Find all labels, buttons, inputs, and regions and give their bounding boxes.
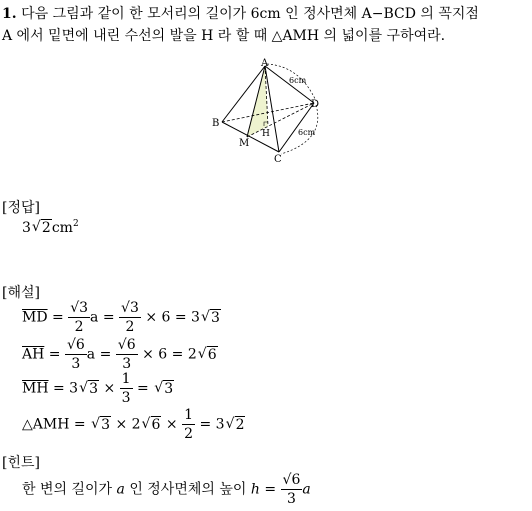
edge-label-bottom: 6cm (298, 128, 316, 137)
label-b: B (212, 118, 220, 129)
edge-bd-hidden (222, 103, 314, 122)
problem-number: 1. (2, 6, 17, 22)
solution-line-1: $\overline{MD}$ = $\frac{√3}{2}$ a = $\frac{√3}{2}$ × 6 = 3 √ 3 (22, 301, 221, 334)
hint-heading: [힌트] (2, 455, 40, 471)
answer-coef: 3 (22, 220, 31, 236)
label-d: D (311, 99, 320, 110)
label-a: A (261, 58, 269, 69)
answer-sqrt: √ 2 (32, 220, 52, 236)
answer-value (22, 219, 79, 236)
solution-line-2: $\overline{AH}$ = $\frac{√6}{3}$ a = $\frac{√6}{3}$ × 6 = 2 √ 6 (22, 338, 218, 371)
answer-heading: [정답] (2, 200, 40, 216)
label-c: C (274, 154, 282, 165)
problem-text-2: A 에서 밑면에 내린 수선의 발을 H 라 할 때 △AMH 의 넓이를 구하여라. (2, 28, 446, 44)
problem-text-1: 다음 그림과 같이 한 모서리의 길이가 6cm 인 정사면체 A−BCD 의 꼭지점 (21, 6, 479, 22)
hint-text: 한 변의 길이가 a 인 정사면체의 높이 h = $\frac{√6}{3}$ a (22, 472, 311, 507)
edge-label-top: 6cm (289, 76, 307, 85)
label-m: M (239, 138, 250, 149)
answer-unit: cm (51, 220, 73, 236)
answer-exp: 2 (72, 219, 79, 229)
solution-line-4: △AMH = √ 3 × 2 √ 6 × $\frac{1}{2}$ = 3 √ 2 (22, 408, 245, 441)
label-h: H (262, 129, 270, 139)
solution-heading: [해설] (2, 285, 40, 301)
solution-line-3: $\overline{MH} = 3$ √ 3 × $\frac{1}{3}$ = √ 3 (22, 372, 174, 405)
